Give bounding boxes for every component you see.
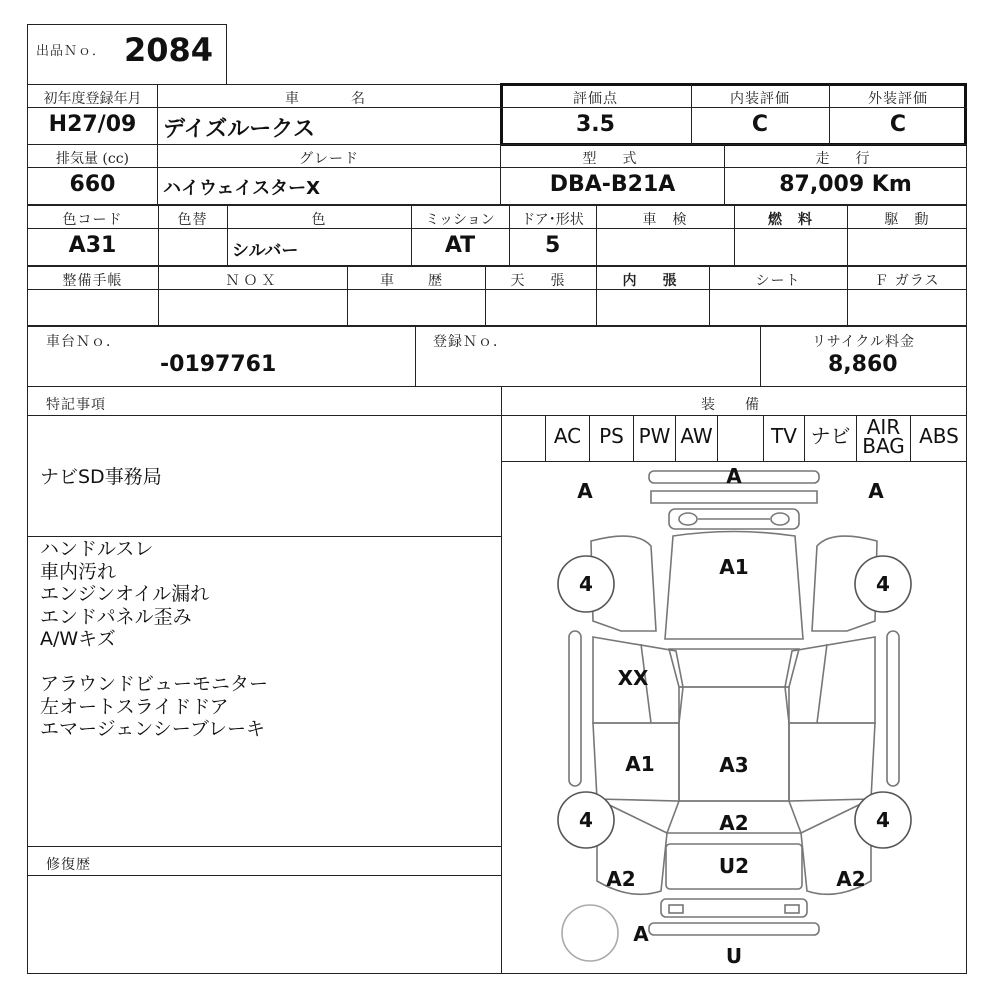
lot-number-label: 出品Ｎｏ．	[36, 44, 107, 59]
roof-label: 天 張	[510, 273, 571, 289]
grade-label: グレード	[299, 151, 359, 167]
repair-history-label: 修復歴	[46, 857, 91, 873]
score-label: 評価点	[573, 91, 618, 107]
equipment-row	[501, 415, 967, 461]
model-value: DBA-B21A	[549, 172, 676, 197]
equipment-item: TV	[763, 415, 804, 461]
note-line: エマージェンシーブレーキ	[40, 718, 266, 740]
year-value: H27/09	[48, 112, 137, 137]
equipment-item	[501, 415, 545, 461]
drive-label: 駆 動	[884, 212, 930, 228]
special-notes-text: ナビSD事務局	[40, 466, 162, 488]
recycle-value: 8,860	[828, 352, 898, 377]
exterior-value: C	[889, 112, 907, 137]
model-label: 型 式	[582, 151, 643, 167]
car-damage-diagram	[501, 461, 967, 974]
equipment-item: PS	[589, 415, 633, 461]
lot-number: 2084	[124, 31, 214, 69]
displacement-value: 660	[69, 172, 116, 197]
interior-value: C	[751, 112, 769, 137]
fuel-label: 燃 料	[768, 212, 813, 228]
mark-left-rear-tire: 4	[579, 808, 593, 832]
interior-trim-label: 内 張	[622, 273, 683, 289]
special-notes-label: 特記事項	[46, 397, 106, 413]
maintenance-label: 整備手帳	[62, 273, 123, 289]
color-code-label: 色コード	[62, 212, 123, 228]
mark-rear-glass: A2	[719, 811, 749, 835]
grade-value: ハイウェイスターX	[163, 178, 320, 199]
mark-roof: A3	[719, 753, 749, 777]
note-line: 左オートスライドドア	[40, 695, 229, 718]
recycle-label: リサイクル料金	[811, 334, 916, 350]
mileage-value: 87,009 Km	[779, 172, 912, 197]
registration-label: 登録Ｎｏ．	[433, 334, 508, 350]
mark-right-rear-tire: 4	[876, 808, 890, 832]
car-name-label: 車 名	[285, 91, 373, 107]
equipment-item: PW	[633, 415, 675, 461]
equipment-item: AIR BAG	[856, 415, 910, 461]
glass-label: Ｆ ガラス	[874, 273, 940, 289]
equipment-label: 装 備	[701, 397, 767, 413]
mark-front-left-corner: A	[577, 479, 593, 503]
color-value: シルバー	[232, 241, 299, 261]
mark-left-front-door: XX	[617, 666, 649, 690]
nox-label: ＮＯＸ	[225, 273, 280, 289]
displacement-label: 排気量 (cc)	[55, 151, 130, 167]
note-line	[40, 651, 268, 674]
interior-label: 内装評価	[730, 91, 790, 107]
mark-rear-bumper-left: A	[633, 922, 649, 946]
chassis-value: -0197761	[160, 352, 277, 377]
mileage-label: 走 行	[815, 151, 876, 167]
mark-right-front-tire: 4	[876, 572, 890, 596]
mission-value: AT	[444, 233, 476, 258]
note-line: アラウンドビューモニター	[40, 673, 269, 695]
note-line: 車内汚れ	[40, 560, 117, 583]
mark-hood: A1	[719, 555, 749, 579]
note-line: A/Wキズ	[40, 628, 116, 650]
note-line: エンジンオイル漏れ	[40, 583, 210, 605]
mark-right-rear-quarter: A2	[836, 867, 866, 891]
mark-left-front-tire: 4	[579, 572, 593, 596]
note-line: ハンドルスレ	[40, 538, 154, 560]
car-name: デイズルークス	[163, 117, 316, 142]
score-value: 3.5	[576, 112, 615, 137]
chassis-label: 車台Ｎｏ．	[46, 334, 121, 350]
note-line: エンドパネル歪み	[40, 605, 192, 628]
history-label: 車 歴	[380, 273, 452, 289]
mark-trunk: U2	[718, 854, 750, 878]
mission-label: ミッション	[425, 212, 495, 228]
door-value: 5	[545, 233, 561, 258]
seat-label: シート	[755, 273, 801, 289]
equipment-item: ABS	[910, 415, 967, 461]
color-code-value: A31	[68, 233, 117, 258]
mark-front-right-corner: A	[868, 479, 884, 503]
exterior-label: 外装評価	[868, 91, 928, 107]
equipment-item: AW	[675, 415, 717, 461]
mark-left-rear-door: A1	[625, 752, 655, 776]
equipment-item: ナビ	[804, 415, 856, 461]
equipment-item	[717, 415, 763, 461]
mark-rear-bumper: U	[725, 944, 743, 968]
door-label: ドア･形状	[521, 212, 584, 228]
equipment-item: AC	[545, 415, 589, 461]
year-label: 初年度登録年月	[43, 91, 142, 107]
inspection-label: 車 検	[642, 212, 688, 228]
notes-list	[40, 538, 268, 741]
mark-front-bumper: A	[726, 464, 742, 488]
mark-left-rear-quarter: A2	[606, 867, 636, 891]
repaint-label: 色替	[177, 212, 208, 228]
color-label: 色	[311, 212, 327, 228]
